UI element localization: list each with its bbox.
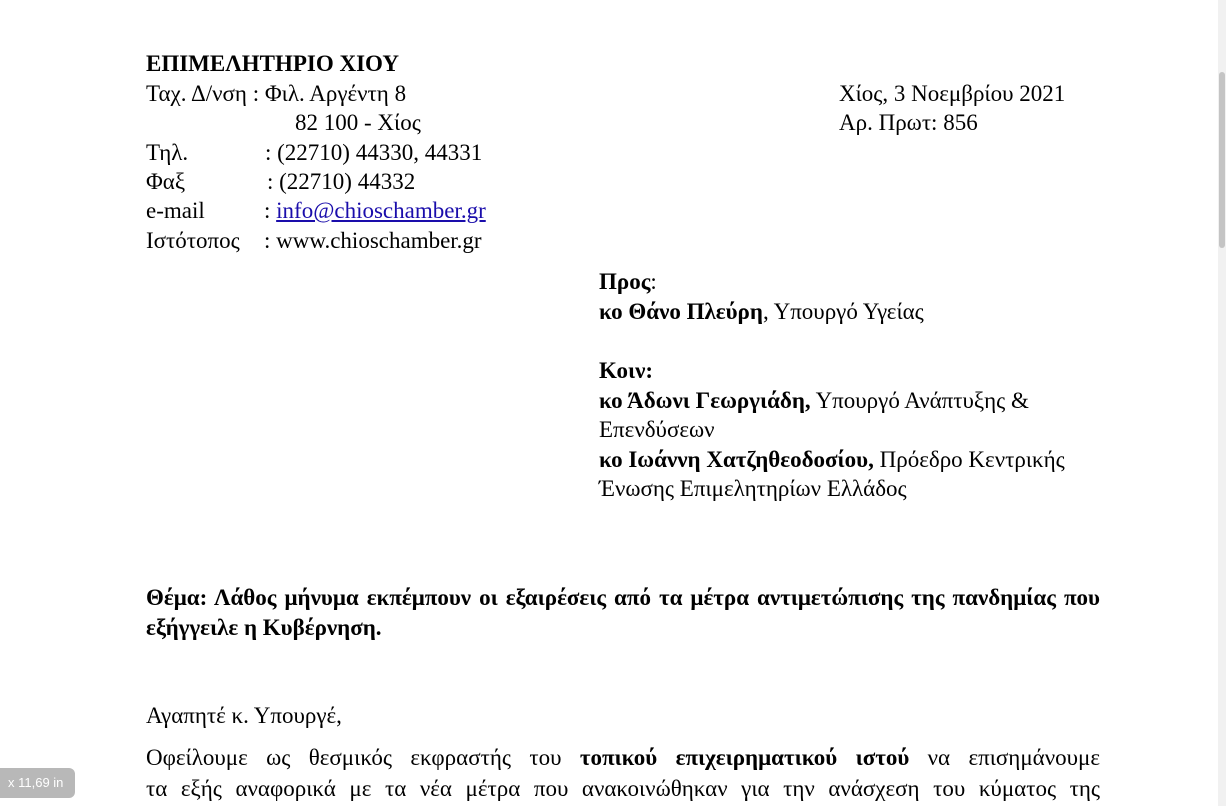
to-label: Προς [599,269,651,294]
subject-line: Θέμα: Λάθος μήνυμα εκπέμπουν οι εξαιρέσεις από τα μέτρα αντιμετώπισης της πανδημίας που εξήγγειλε η Κυβέρνηση. [146,585,1100,640]
scrollbar-thumb[interactable] [1219,72,1225,248]
website-label: Ιστότοπος [146,228,240,253]
body-paragraph-line-1 [146,743,1100,773]
to-role: , Υπουργό Υγείας [762,299,924,324]
phone-value: : (22710) 44330, 44331 [265,140,483,165]
to-recipient [599,297,924,326]
email-link[interactable]: info@chioschamber.gr [276,198,486,223]
to-colon: : [650,269,657,294]
website-value: : www.chioschamber.gr [264,228,482,253]
cc2-name: κο Ιωάννη Χατζηθεοδοσίου, [599,447,874,472]
p1-start: Οφείλουμε ως θεσμικός εκφραστής του [146,745,580,770]
p1-end: να επισημάνουμε [909,745,1100,770]
body-paragraph-line-2: τα εξής αναφορικά με τα νέα μέτρα που ανακοινώθηκαν για την ανάσχεση του κύματος της [146,776,1100,801]
phone-label: Τηλ. [146,140,189,165]
cc1-role-cont: Επενδύσεων [599,417,715,442]
org-name: ΕΠΙΜΕΛΗΤΗΡΙΟ ΧΙΟΥ [146,51,399,76]
cc2-role-cont: Ένωσης Επιμελητηρίων Ελλάδος [599,476,907,501]
p1-bold: τοπικού επιχειρηματικού ιστού [579,745,910,770]
cc1-name: κο Άδωνι Γεωργιάδη, [599,388,811,413]
address-line-2: 82 100 - Χίος [295,110,421,135]
email-separator: : [264,198,277,223]
address-line-1: Ταχ. Δ/νση : Φιλ. Αργέντη 8 [146,81,407,106]
greeting: Αγαπητέ κ. Υπουργέ, [146,703,342,728]
cc-label: Κοιν: [599,358,654,383]
fax-value: : (22710) 44332 [267,169,416,194]
cc1-role: Υπουργό Ανάπτυξης & [810,388,1029,413]
letter-date: Χίος, 3 Νοεμβρίου 2021 [839,81,1066,106]
page-size-indicator: x 11,69 in [0,768,75,798]
email-row [264,196,486,225]
vertical-scrollbar[interactable] [1218,0,1226,806]
email-label: e-mail [146,198,205,223]
cc1-recipient [599,386,1029,415]
to-name: κο Θάνο Πλεύρη [599,299,763,324]
cc2-role: Πρόεδρο Κεντρικής [873,447,1065,472]
protocol-number: Αρ. Πρωτ: 856 [839,110,978,135]
to-heading [599,267,657,296]
cc2-recipient [599,445,1065,474]
fax-label: Φαξ [146,169,186,194]
